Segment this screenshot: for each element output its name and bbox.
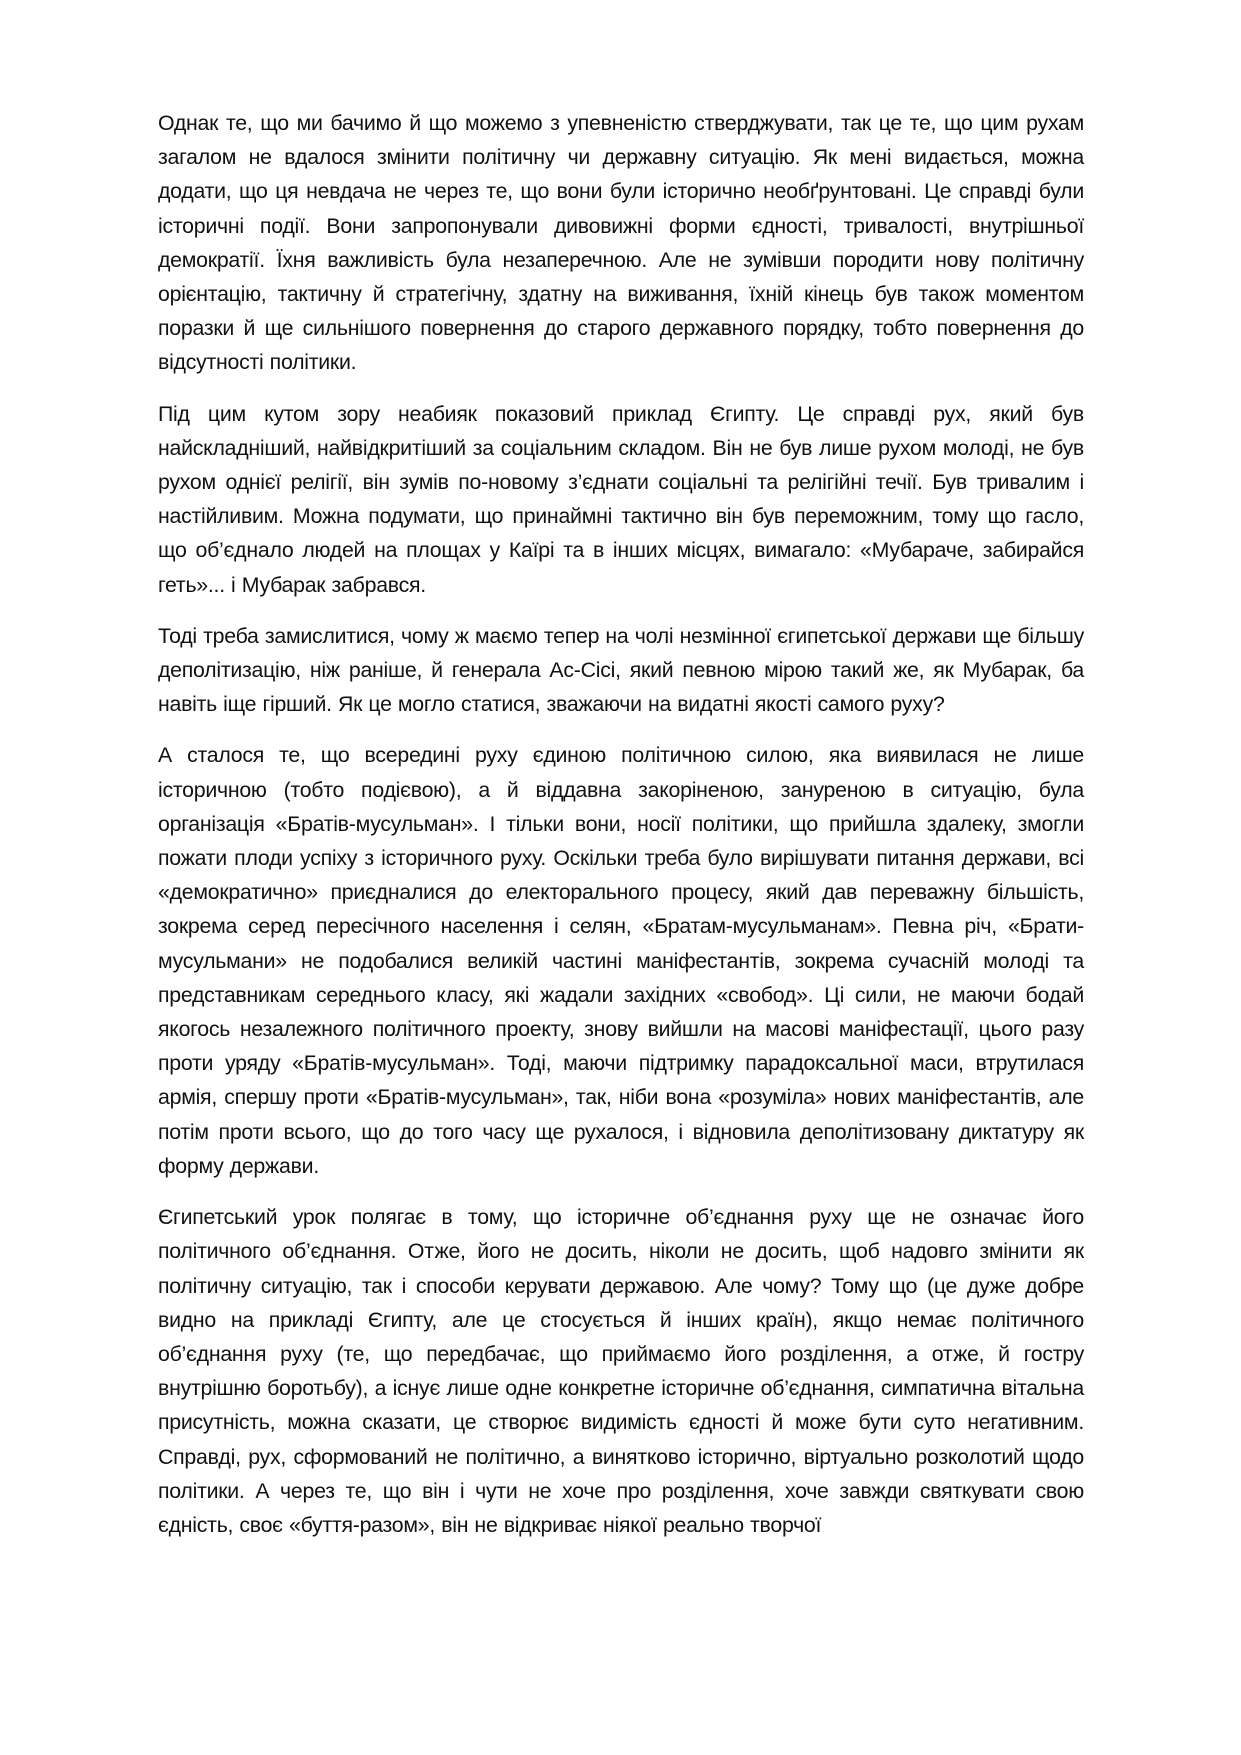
paragraph-2: Під цим кутом зору неабияк показовий приклад Єгипту. Це справді рух, який був найскладніший, найвідкритіший за соціальним складом. Він не був лише рухом молоді, не був рухом однієї релігії, він зумів по-новому з’єднати соціальні та релігійні течії. Був тривалим і настійливим. Можна подумати, що принаймні тактично він був переможним, тому що гасло, що об’єднало людей на площах у Каїрі та в інших місцях, вимагало: «Мубараче, забирайся геть»... і Мубарак забрався. (158, 401, 1084, 597)
paragraph-4: А сталося те, що всередині руху єдиною політичною силою, яка виявилася не лише історичною (тобто подієвою), а й віддавна закоріненою, зануреною в ситуацію, була організація «Братів-мусульман». І тільки вони, носії політики, що прийшла здалеку, змогли пожати плоди успіху з історичного руху. Оскільки треба було вирішувати питання держави, всі «демократично» приєдналися до електорального процесу, який дав переважну більшість, зокрема серед пересічного населення і селян, «Братам-мусульманам». Певна річ, «Брати-мусульмани» не подобалися великій частині маніфестантів, зокрема сучасній молоді та представникам середнього класу, які жадали західних «свобод». Ці сили, не маючи бодай якогось незалежного політичного проекту, знову вийшли на масові маніфестації, цього разу проти уряду «Братів-мусульман». Тоді, маючи підтримку парадоксальної маси, втрутилася армія, спершу проти «Братів-мусульман», так, ніби вона «розуміла» нових маніфестантів, але потім проти всього, що до того часу ще рухалося, і відновила деполітизовану диктатуру як форму держави. (158, 743, 1084, 1178)
paragraph-1: Однак те, що ми бачимо й що можемо з упевненістю стверджувати, так це те, що цим рухам загалом не вдалося змінити політичну чи державну ситуацію. Як мені видається, можна додати, що ця невдача не через те, що вони були історично необґрунтовані. Це справді були історичні події. Вони запропонували дивовижні форми єдності, тривалості, внутрішньої демократії. Їхня важливість була незаперечною. Але не зумівши породити нову політичну орієнтацію, тактичну й стратегічну, здатну на виживання, їхній кінець був також моментом поразки й ще сильнішого повернення до старого державного порядку, тобто повернення до відсутності політики. (158, 111, 1084, 375)
paragraph-5-continues: Єгипетський урок полягає в тому, що історичне об’єднання руху ще не означає його політичного об’єднання. Отже, його не досить, ніколи не досить, щоб надовго змінити як політичну ситуацію, так і способи керувати державою. Але чому? Тому що (це дуже добре видно на прикладі Єгипту, але це стосується й інших країн), якщо немає політичного об’єднання руху (те, що передбачає, що приймаємо його розділення, а отже, й гостру внутрішню боротьбу), а існує лише одне конкретне історичне об’єднання, симпатична вітальна присутність, можна сказати, це створює видимість єдності й може бути суто негативним. Справді, рух, сформований не політично, а винятково історично, віртуально розколотий щодо політики. А через те, що він і чути не хоче про розділення, хоче завжди святкувати свою єдність, своє «буття-разом», він не відкриває ніякої реально творчої (158, 1205, 1084, 1537)
document-page (158, 106, 1084, 1559)
paragraph-3: Тоді треба замислитися, чому ж маємо тепер на чолі незмінної єгипетської держави ще більшу деполітизацію, ніж раніше, й генерала Ас-Сісі, який певною мірою такий же, як Мубарак, ба навіть іще гірший. Як це могло статися, зважаючи на видатні якості самого руху? (158, 623, 1084, 717)
